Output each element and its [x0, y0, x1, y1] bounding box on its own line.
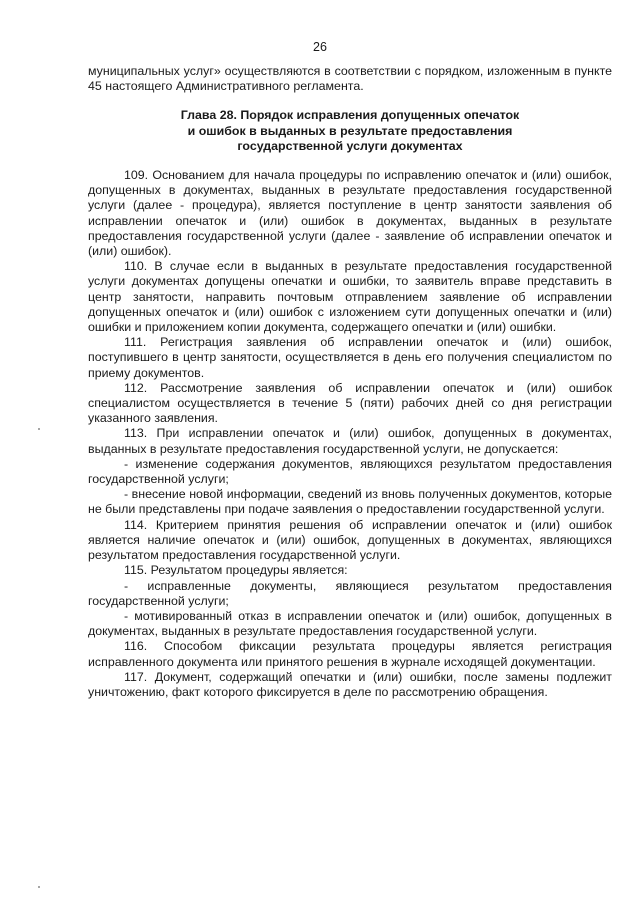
paragraph-113: 113. При исправлении опечаток и (или) ошибок, допущенных в документах, выданных в результате предоставления государственной услуги, не допускается: — [88, 426, 612, 456]
scan-speck — [38, 886, 40, 888]
chapter-heading — [88, 108, 612, 154]
chapter-heading-line: и ошибок в выданных в результате предоставления — [187, 123, 513, 138]
paragraph-116: 116. Способом фиксации результата процедуры является регистрация исправленного документа или принятого решения в журнале исходящей документации. — [88, 639, 612, 669]
document-body — [88, 64, 612, 700]
paragraph-115: 115. Результатом процедуры является: — [124, 563, 348, 578]
chapter-heading-line: государственной услуги документах — [237, 138, 463, 153]
intro-paragraph: муниципальных услуг» осуществляются в соответствии с порядком, изложенным в пункте 45 настоящего Административного регламента. — [88, 64, 612, 94]
paragraph-115-item-1: - исправленные документы, являющиеся результатом предоставления государственной услуги; — [88, 578, 612, 608]
paragraph-117: 117. Документ, содержащий опечатки и (или) ошибки, после замены подлежит уничтожению, факт которого фиксируется в деле по рассмотрению обращения. — [88, 669, 612, 699]
scan-speck — [38, 428, 40, 430]
paragraph-111: 111. Регистрация заявления об исправлении опечаток и (или) ошибок, поступившего в центр занятости, осуществляется в день его получения специалистом по приему документов. — [88, 335, 612, 380]
paragraph-112: 112. Рассмотрение заявления об исправлении опечаток и (или) ошибок специалистом осуществляется в течение 5 (пяти) рабочих дней со дня регистрации указанного заявления. — [88, 380, 612, 426]
page-number: 26 — [313, 40, 327, 54]
paragraph-113-item-1: - изменение содержания документов, являющихся результатом предоставления государственной услуги; — [88, 456, 612, 487]
paragraph-110: 110. В случае если в выданных в результате предоставления государственной услуги документах допущены опечатки и ошибки, то заявитель вправе представить в центр занятости, направить почтовым отправлением заявление об исправлении допущенных опечаток и (или) ошибок с изложением сути допущенных опечатки и (или) ошибки и приложением копии документа, содержащего опечатки и (или) ошибки. — [88, 259, 612, 335]
paragraph-115-item-2: - мотивированный отказ в исправлении опечаток и (или) ошибок, допущенных в документах, выданных в результате предоставления государственной услуги. — [88, 608, 612, 639]
paragraph-114: 114. Критерием принятия решения об исправлении опечаток и (или) ошибок является наличие опечаток и (или) ошибок, допущенных в документах, являющихся результатом предоставления государственной услуги. — [88, 517, 612, 563]
paragraph-109: 109. Основанием для начала процедуры по исправлению опечаток и (или) ошибок, допущенных в документах, выданных в результате предоставления государственной услуги (далее - процедура), является поступление в центр занятости заявления об исправлении опечаток и (или) ошибок в документах, выданных в результате предоставления государственной услуги (далее - заявление об исправлении опечаток и (или) ошибок). — [88, 168, 612, 259]
chapter-heading-line: Глава 28. Порядок исправления допущенных опечаток — [180, 108, 520, 123]
paragraph-113-item-2: - внесение новой информации, сведений из вновь полученных документов, которые не были представлены при подаче заявления о предоставлении государственной услуги. — [88, 487, 612, 517]
